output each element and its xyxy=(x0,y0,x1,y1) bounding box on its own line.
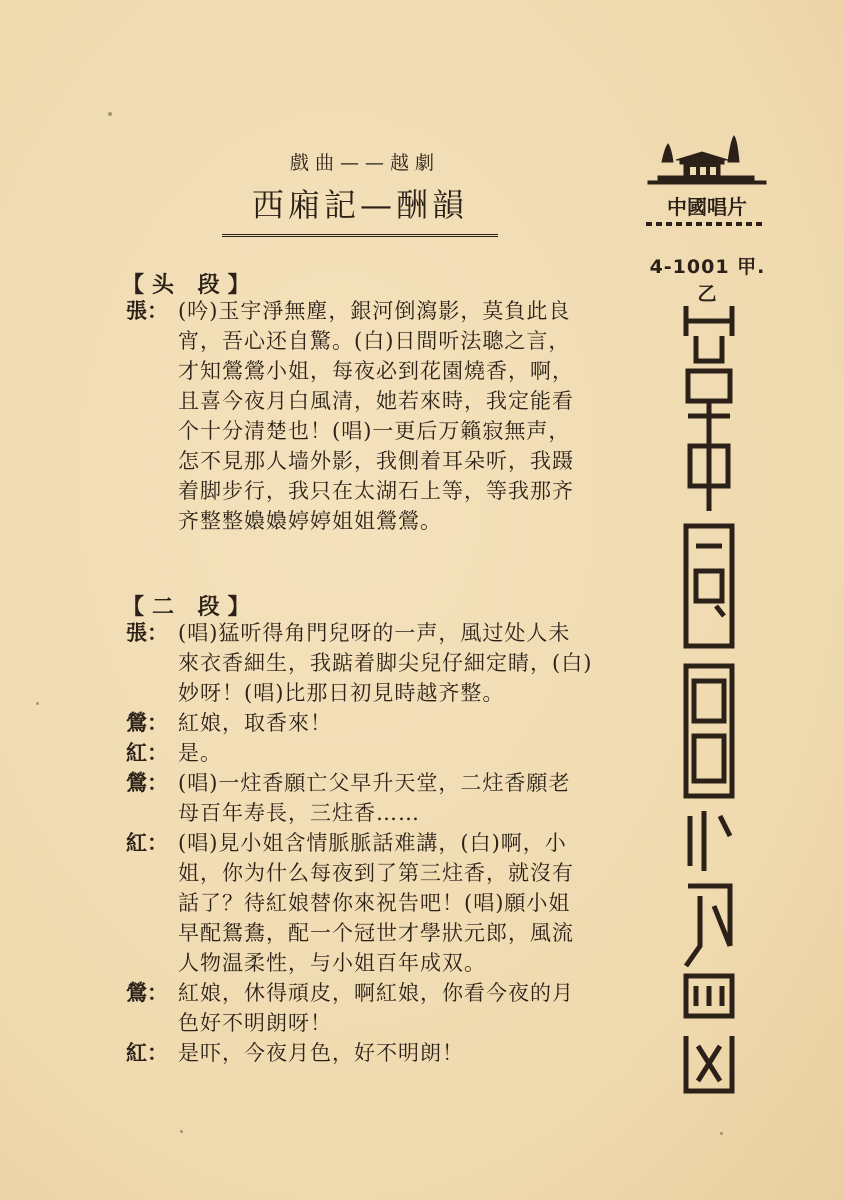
line-text: 宵，吾心还自驚。(白)日間听法聰之言， xyxy=(178,329,571,353)
dialogue-line xyxy=(126,708,616,738)
section-heading-2: 【二 段】 xyxy=(122,594,258,620)
line-text: 紅娘，休得頑皮，啊紅娘，你看今夜的月 xyxy=(178,981,574,1005)
dialogue-line xyxy=(178,858,618,888)
dialogue-line xyxy=(178,948,618,978)
vertical-banner-logo xyxy=(680,296,738,1102)
speaker: 張： xyxy=(126,298,168,323)
section-heading-1: 【头 段】 xyxy=(122,272,258,298)
line-text: 怎不見那人墙外影，我側着耳朵听，我蹑 xyxy=(178,449,574,473)
dialogue-line xyxy=(178,918,618,948)
line-text: 个十分清楚也！(唱)一更后万籟寂無声， xyxy=(178,419,571,443)
speaker: 鶯： xyxy=(126,710,168,735)
dialogue-line xyxy=(178,888,618,918)
dialogue-line xyxy=(178,416,618,446)
paper-speck xyxy=(108,112,112,116)
line-text: 話了？待紅娘替你來祝告吧！(唱)願小姐 xyxy=(178,891,571,915)
page-title: 西廂記—酬韻 xyxy=(222,180,498,237)
line-text: 是。 xyxy=(178,741,222,765)
line-text: 且喜今夜月白風清，她若來時，我定能看 xyxy=(178,389,574,413)
banner-text: 中國唱片廠 xyxy=(680,296,685,297)
catalog-number: 4-1001 甲.乙 xyxy=(649,256,766,305)
dialogue-line xyxy=(178,476,618,506)
line-text: 是吓，今夜月色，好不明朗！ xyxy=(178,1041,464,1065)
dialogue-line xyxy=(178,798,618,828)
subtitle: 戲曲——越劇 xyxy=(289,152,440,174)
line-text: 齐整整嬝嬝婷婷姐姐鶯鶯。 xyxy=(178,509,442,533)
speaker: 張： xyxy=(126,620,168,645)
speaker: 紅： xyxy=(126,740,168,765)
line-text: 人物温柔性，与小姐百年成双。 xyxy=(178,951,486,975)
line-text: 才知鶯鶯小姐，每夜必到花園燒香，啊， xyxy=(178,359,574,383)
china-record-logo xyxy=(640,132,775,232)
dialogue-line xyxy=(178,648,618,678)
dialogue-line xyxy=(126,738,616,768)
line-text: (唱)猛听得角門兒呀的一声，風过处人未 xyxy=(178,621,571,645)
dialogue-line xyxy=(178,678,618,708)
line-text: 色好不明朗呀！ xyxy=(178,1011,332,1035)
line-text: (唱)見小姐含情脈脈話难講，(白)啊，小 xyxy=(178,831,567,855)
speaker: 鶯： xyxy=(126,770,168,795)
line-text: 着脚步行，我只在太湖石上等，等我那齐 xyxy=(178,479,574,503)
line-text: 妙呀！(唱)比那日初見時越齐整。 xyxy=(178,681,505,705)
paper-speck xyxy=(180,1130,183,1133)
dialogue-line xyxy=(178,506,618,536)
paper-speck xyxy=(720,1132,723,1135)
speaker: 紅： xyxy=(126,1040,168,1065)
dialogue-line xyxy=(178,326,618,356)
speaker: 紅： xyxy=(126,830,168,855)
line-text: 母百年寿長，三炷香…… xyxy=(178,801,420,825)
dialogue-line xyxy=(126,768,616,798)
dialogue-line xyxy=(178,446,618,476)
dialogue-line xyxy=(178,1008,618,1038)
dialogue-line xyxy=(178,356,618,386)
dialogue-line xyxy=(126,618,616,648)
line-text: 早配鴛鴦，配一个冠世才學狀元郎，風流 xyxy=(178,921,574,945)
dialogue-line xyxy=(126,296,616,326)
paper-speck xyxy=(36,702,39,705)
line-text: 姐，你为什么每夜到了第三炷香，就沒有 xyxy=(178,861,574,885)
dialogue-line xyxy=(126,978,616,1008)
line-text: 紅娘，取香來！ xyxy=(178,711,332,735)
dialogue-line xyxy=(178,386,618,416)
logo-text: 中國唱片 xyxy=(667,195,747,219)
line-text: (唱)一炷香願亡父早升天堂，二炷香願老 xyxy=(178,771,571,795)
speaker: 鶯： xyxy=(126,980,168,1005)
line-text: (吟)玉宇淨無塵，銀河倒瀉影，莫負此良 xyxy=(178,299,571,323)
dialogue-line xyxy=(126,1038,616,1068)
line-text: 來衣香細生，我踮着脚尖兒仔細定睛，(白) xyxy=(178,651,593,675)
dialogue-line xyxy=(126,828,616,858)
